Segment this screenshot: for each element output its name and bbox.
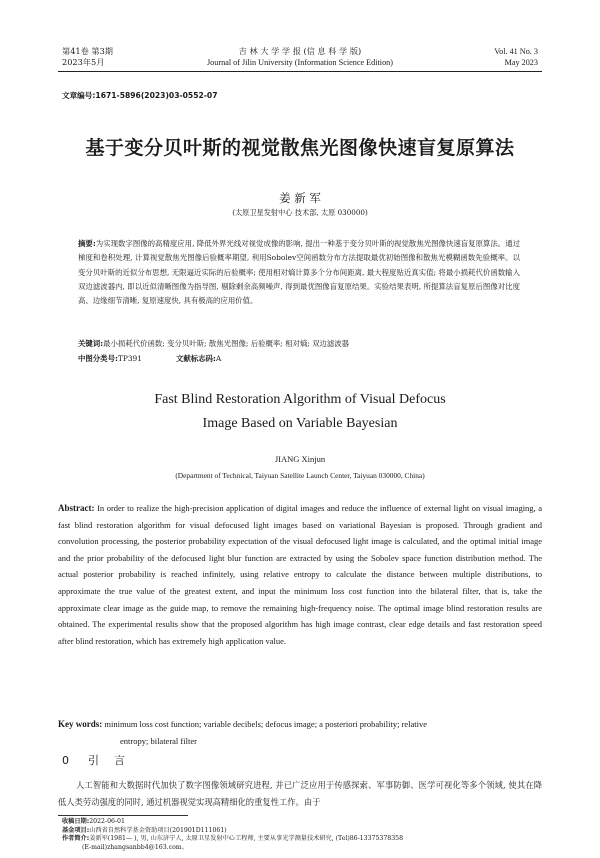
footnotes: [62, 818, 546, 852]
keywords-en-line1: minimum loss cost function; variable decibels; defocus image; a posteriori probability; relative: [104, 719, 428, 729]
volume-issue: 第41卷 第3期: [62, 46, 113, 56]
publication-date-en: May 2023: [504, 58, 538, 67]
footnote-fund: [62, 827, 546, 836]
abstract-en-label: Abstract:: [58, 503, 95, 513]
received-label: 收稿日期:: [62, 818, 90, 825]
keywords-cn-text: 最小损耗代价函数; 变分贝叶斯; 散焦光图像; 后验概率; 相对熵; 双边滤波器: [103, 339, 350, 348]
author-cn: 姜 新 军: [279, 191, 321, 205]
abstract-en-text: In order to realize the high-precision application of digital images and reduce the influence of external light on visual imaging, a fast blind restoration algorithm for visual defocused light images based on variational Bayesian is proposed. Through gradient and convolution processing, the posterior probability expectation of the visual defocused light image is calculated, and the optimal initial image and the prior probability of the defocused light blur function are extracted by using the Sobolev space function distribution method. The actual posterior probability is reached infinitely, using relative entropy to calculate the distance between multiple distributions, to approximate the true value of the greatest extent, and input the minimum loss cost function into the bilateral filter, that is, take the approximate clear image as the guide map, to remove the remaining high-frequency noise. The optimal image blind restoration results are obtained. The experimental results show that the proposed algorithm has high image contrast, clear edge details and fast restoration speed after blind restoration, which has extremely high application value.: [58, 503, 543, 646]
section-title-part1: 引: [88, 754, 99, 767]
doc-code-label: 文献标志码:: [175, 354, 216, 363]
fund-value: 山西省自然科学基金资助项目(201901D111061): [89, 826, 227, 834]
author-en: JIANG Xinjun: [274, 454, 326, 464]
journal-name-en: Journal of Jilin University (Information Science Edition): [207, 58, 393, 67]
volume-issue-en: Vol. 41 No. 3: [494, 47, 538, 56]
keywords-cn-label: 关键词:: [78, 339, 104, 348]
paper-title-en-line2: Image Based on Variable Bayesian: [202, 416, 398, 431]
keywords-en: [58, 716, 542, 749]
received-value: 2022-06-01: [89, 818, 125, 825]
paper-title-cn: 基于变分贝叶斯的视觉散焦光图像快速盲复原算法: [85, 137, 515, 159]
affiliation-en: (Department of Technical, Taiyuan Satellite Launch Center, Taiyuan 030000, China): [175, 471, 425, 480]
abstract-cn: [78, 237, 520, 308]
bio-value: 姜新军(1981— ), 男, 山东济宁人, 太原卫星发射中心工程师, 主要从事光学测量技术研究, (Tel)86-13375378358: [89, 835, 404, 843]
footnote-divider: [58, 815, 188, 816]
section-number: 0: [62, 754, 69, 767]
article-number: 文章编号:1671-5896(2023)03-0552-07: [62, 91, 218, 100]
publication-date-cn: 2023年5月: [62, 57, 105, 67]
section-heading-intro: [62, 752, 125, 768]
abstract-cn-label: 摘要:: [78, 239, 96, 248]
intro-paragraph: 人工智能和大数据时代加快了数字图像领域研究进程, 并已广泛应用于传感探索、军事防御、医学可视化等多个领域, 使其在降低人类劳动强度的同时, 通过机器视觉实现高精细化的重复性工作。由于: [58, 780, 542, 807]
clc-label: 中图分类号:: [78, 354, 118, 363]
abstract-en: [58, 500, 542, 649]
fund-label: 基金项目:: [62, 826, 90, 834]
doc-code-value: A: [215, 354, 222, 363]
affiliation-cn: (太原卫星发射中心 技术部, 太原 030000): [232, 208, 368, 217]
bio-email: (E-mail)zhangsanbb4@163.com。: [82, 843, 188, 851]
keywords-cn: [78, 337, 520, 351]
bio-label: 作者简介:: [62, 835, 90, 843]
footnote-received: [62, 818, 546, 827]
clc-value: TP391: [117, 354, 142, 363]
keywords-en-line2: entropy; bilateral filter: [120, 735, 197, 746]
paper-title-en: [0, 388, 600, 436]
section-title-part2: 言: [114, 754, 125, 767]
journal-volume-info-en: [494, 46, 538, 68]
keywords-en-label: Key words:: [58, 719, 103, 729]
abstract-cn-text: 为实现数字图像的高精度应用, 降低外界光线对视觉成像的影响, 提出一种基于变分贝叶斯的视觉散焦光图像快速盲复原算法。通过梯度和卷积处理, 计算视觉散焦光图像后验概率期望, 利用Sobolev空间函数分布方法提取最优初始图像和散焦光模糊函数先验概率。以变分贝叶斯的近似分布思想, 无限逼近实际的后验概率; 使用相对熵计算多个分布间距离, 最大程度贴近真实值; 将最小损耗代价函数输入双边滤波器内, 即以近似清晰图像为指导图, 剔除剩余高频噪声, 得到最优图像盲复原结果。实验结果表明, 所提算法盲复原后图像对比度高、边缘细节清晰, 复原速度快, 具有极高的应用价值。: [78, 239, 520, 306]
footnote-bio: [62, 835, 546, 852]
journal-name-cn: 吉 林 大 学 学 报 (信 息 科 学 版): [238, 46, 362, 56]
header-divider: [58, 71, 542, 72]
paper-title-en-line1: Fast Blind Restoration Algorithm of Visual Defocus: [154, 392, 446, 407]
classification-info: [78, 352, 221, 366]
